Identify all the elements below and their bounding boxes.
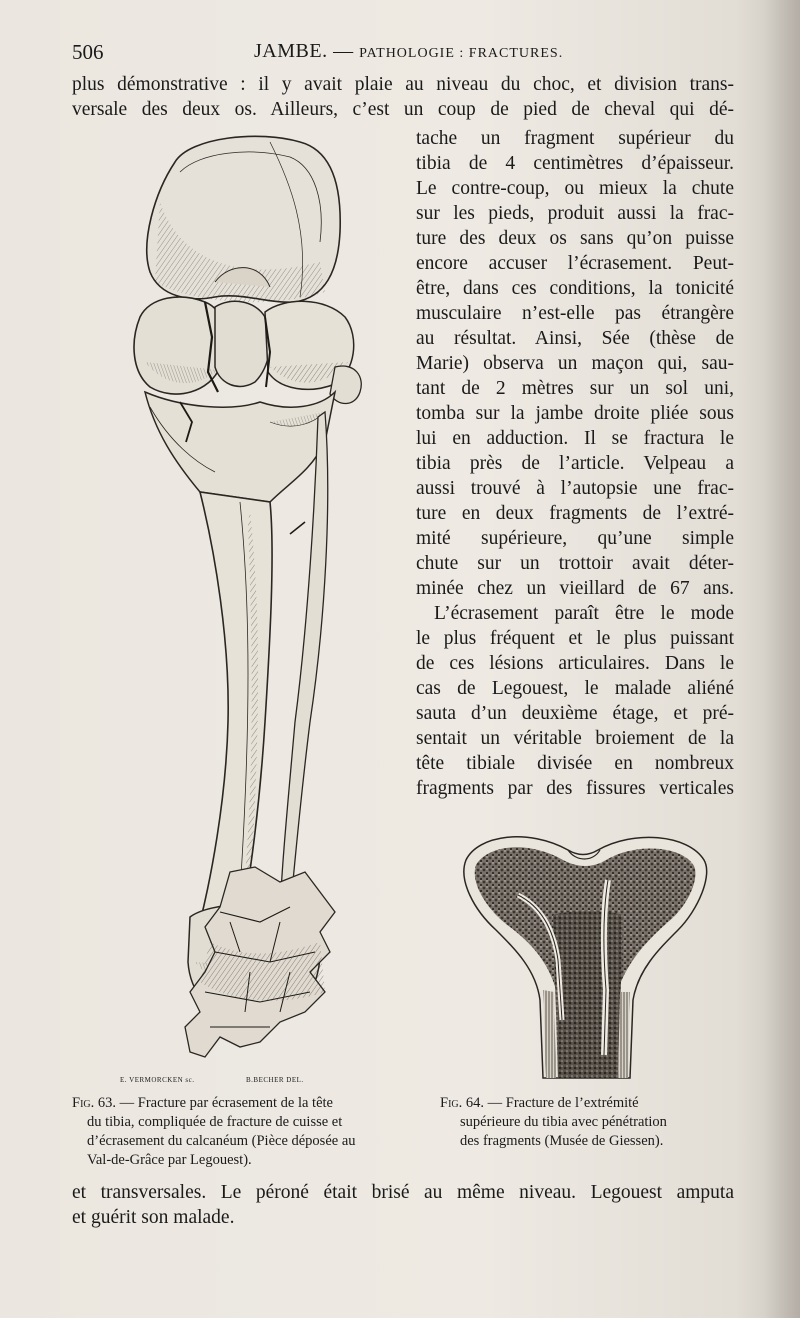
text-line: tache un fragment supérieur du: [416, 128, 734, 149]
text-line: mité supérieure, qu’une simple: [416, 528, 734, 549]
figure-63-engraving: [120, 122, 390, 1077]
text-line: et guérit son malade.: [72, 1207, 235, 1228]
text-line: et transversales. Le péroné était brisé au même niveau. Legouest amputa: [72, 1182, 734, 1203]
text-line: fragments par des fissures verticales: [416, 778, 734, 799]
page-edge-shadow: [764, 0, 800, 1318]
text-line: ture en deux fragments de l’extré-: [416, 503, 734, 524]
text-line: tête tibiale divisée en nombreux: [416, 753, 734, 774]
running-head-rest: PATHOLOGIE : FRACTURES.: [359, 46, 564, 61]
text-line: sur les pieds, produit aussi la frac-: [416, 203, 734, 224]
text-line: minée chez un vieillard de 67 ans.: [416, 578, 734, 599]
text-line: tant de 2 mètres sur un sol uni,: [416, 378, 734, 399]
text-line: tibia près de l’article. Velpeau a: [416, 453, 734, 474]
text-line: être, dans ces conditions, la tonicité: [416, 278, 734, 299]
text-line: tibia de 4 centimètres d’épaisseur.: [416, 153, 734, 174]
figure-64-label: Fig. 64.: [440, 1095, 484, 1111]
draughtsman-credit: B.BECHER DEL.: [246, 1076, 304, 1084]
text-line: cas de Legouest, le malade aliéné: [416, 678, 734, 699]
text-line: aussi trouvé à l’autopsie une frac-: [416, 478, 734, 499]
running-head: [254, 40, 563, 63]
engraver-credit: E. VERMORCKEN sc.: [120, 1076, 195, 1084]
text-line: le plus fréquent et le plus puissant: [416, 628, 734, 649]
figure-63-caption-line: Val-de-Grâce par Legouest).: [87, 1152, 252, 1168]
text-line: L’écrasement paraît être le mode: [434, 603, 734, 624]
text-line: chute sur un trottoir avait déter-: [416, 553, 734, 574]
text-line: sentait un véritable broiement de la: [416, 728, 734, 749]
figure-63-label: Fig. 63.: [72, 1095, 116, 1111]
text-line: Marie) observa un maçon qui, sau-: [416, 353, 734, 374]
page-header: [72, 40, 732, 70]
figure-64-caption-line: Fig. 64. — Fracture de l’extrémité: [440, 1095, 639, 1111]
text-line: encore accuser l’écrasement. Peut-: [416, 253, 734, 274]
text-line: plus démonstrative : il y avait plaie au niveau du choc, et division trans-: [72, 74, 734, 95]
figure-63-caption-line: du tibia, compliquée de fracture de cuisse et: [87, 1114, 343, 1130]
figure-64-caption-line: des fragments (Musée de Giessen).: [460, 1133, 664, 1149]
text-line: sauta d’un deuxième étage, et pré-: [416, 703, 734, 724]
text-line: Le contre-coup, ou mieux la chute: [416, 178, 734, 199]
running-head-main: JAMBE.: [254, 40, 328, 62]
text-line: de ces lésions articulaires. Dans le: [416, 653, 734, 674]
running-head-dash: —: [333, 40, 354, 62]
figure-64-engraving: [458, 820, 713, 1082]
text-line: au résultat. Ainsi, Sée (thèse de: [416, 328, 734, 349]
text-line: tomba sur la jambe droite pliée sous: [416, 403, 734, 424]
text-line: versale des deux os. Ailleurs, c’est un coup de pied de cheval qui dé-: [72, 99, 734, 120]
text-line: lui en adduction. Il se fractura le: [416, 428, 734, 449]
figure-64-caption-line: supérieure du tibia avec pénétration: [460, 1114, 667, 1130]
figure-63-caption-line: d’écrasement du calcanéum (Pièce déposée au: [87, 1133, 356, 1149]
figure-63-caption-line: Fig. 63. — Fracture par écrasement de la tête: [72, 1095, 333, 1111]
page-number: 506: [72, 40, 104, 64]
text-line: ture des deux os sans qu’on puisse: [416, 228, 734, 249]
text-line: musculaire n’est-elle pas étrangère: [416, 303, 734, 324]
